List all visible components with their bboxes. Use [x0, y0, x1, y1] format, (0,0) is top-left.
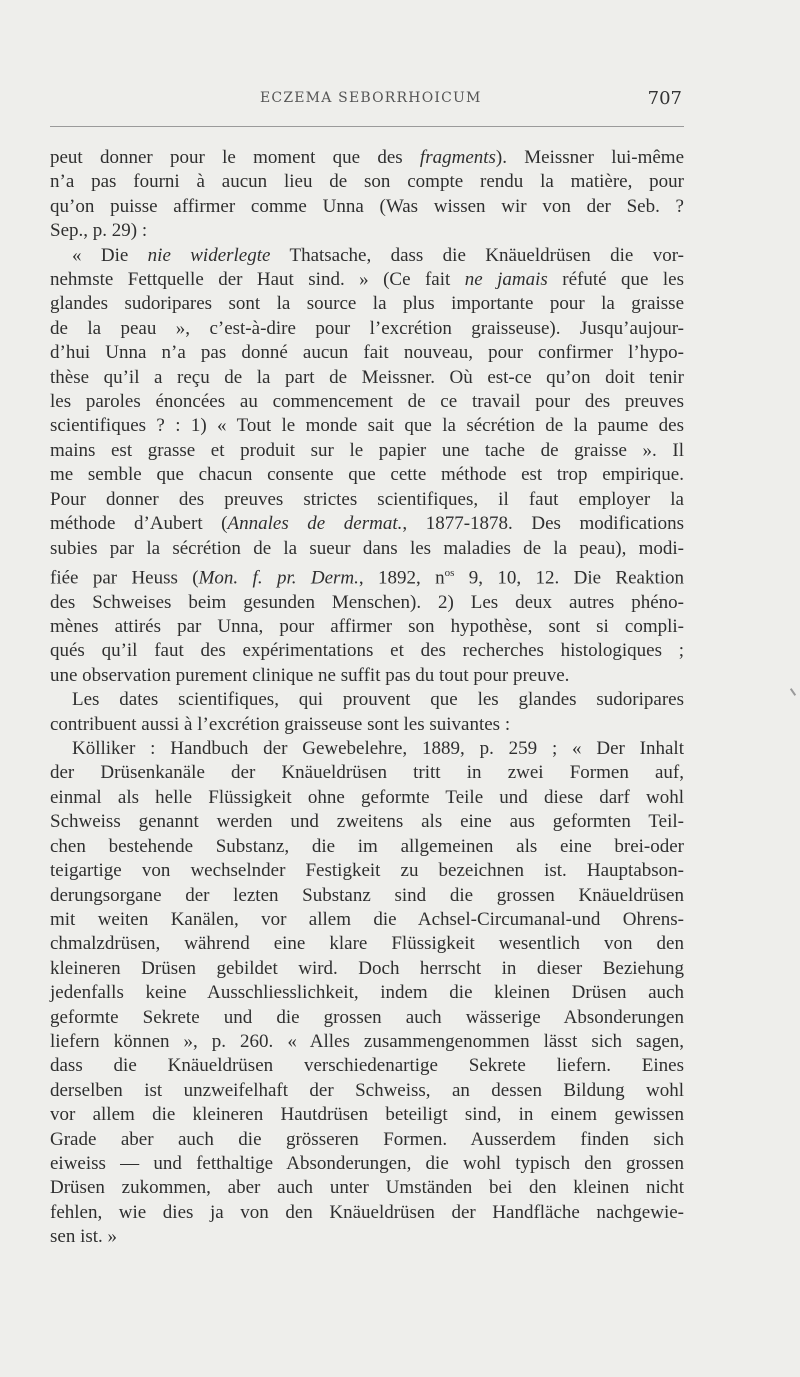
page-number: 707	[647, 88, 682, 109]
text-line: derselben ist unzweifelhaft der Schweiss, an dessen Bildung wohl	[50, 1079, 684, 1101]
paper-speck	[790, 688, 796, 696]
text-line: eiweiss — und fetthaltige Absonderungen, die wohl typisch den grossen	[50, 1152, 684, 1174]
text-run: réfuté que les	[547, 269, 684, 291]
text-line: vor allem die kleineren Hautdrüsen beteiligt sind, in einem gewissen	[50, 1104, 684, 1126]
text-line: teigartige von wechselnder Festigkeit zu bezeichnen ist. Hauptabson-	[50, 860, 684, 882]
text-line: der Drüsenkanäle der Knäueldrüsen tritt in zwei Formen auf,	[50, 762, 684, 784]
text-line: les paroles énoncées au commencement de ce travail pour des preuves	[50, 391, 684, 413]
text-line: liefern können », p. 260. « Alles zusammengenommen lässt sich sagen,	[50, 1030, 684, 1052]
text-line: contribuent aussi à l’excrétion graisseuse sont les suivantes :	[50, 713, 511, 735]
text-line: glandes sudoripares sont la source la plus importante pour la graisse	[50, 293, 684, 315]
text-line: me semble que chacun consente que cette méthode est trop empirique.	[50, 464, 684, 486]
text-line: qu’on puisse affirmer comme Unna (Was wissen wir von der Seb. ?	[50, 195, 684, 217]
text-line: derungsorgane der lezten Substanz sind die grossen Knäueldrüsen	[50, 884, 684, 906]
page-header	[50, 88, 682, 116]
text-line: chmalzdrüsen, während eine klare Flüssigkeit wesentlich von den	[50, 933, 684, 955]
text-run: ). Meissner lui-même	[495, 147, 684, 168]
text-line	[50, 561, 684, 591]
text-line: Grade aber auch die grösseren Formen. Ausserdem finden sich	[50, 1128, 684, 1150]
italic-text: Annales de dermat.	[227, 513, 403, 535]
text-run: 9, 10, 12. Die Reaktion	[454, 567, 684, 589]
text-run: , 1892, n	[358, 567, 445, 589]
text-line: n’a pas fourni à aucun lieu de son compte rendu la matière, pour	[50, 171, 684, 193]
text-line: Kölliker : Handbuch der Gewebelehre, 1889, p. 259 ; « Der Inhalt	[72, 738, 684, 760]
text-run: méthode d’Aubert (	[50, 513, 228, 535]
text-line: subies par la sécrétion de la sueur dans les maladies de la peau), modi-	[50, 537, 684, 559]
text-run: peut donner pour le moment que des	[50, 147, 420, 168]
text-line: fehlen, wie dies ja von den Knäueldrüsen der Handfläche nachgewie-	[50, 1201, 684, 1223]
text-line	[50, 244, 684, 268]
text-run: nehmste Fettquelle der Haut sind. » (Ce fait	[50, 269, 465, 291]
text-line: des Schweises beim gesunden Menschen). 2) Les deux autres phéno-	[50, 591, 684, 613]
running-head: ECZEMA SEBORRHOICUM	[260, 90, 482, 106]
text-line: einmal als helle Flüssigkeit ohne geformte Teile und diese darf wohl	[50, 786, 684, 808]
text-line: jedenfalls keine Ausschliesslichkeit, indem die kleinen Drüsen auch	[50, 982, 684, 1004]
italic-text: fragments	[419, 147, 496, 168]
text-line: d’hui Unna n’a pas donné aucun fait nouveau, pour confirmer l’hypo-	[50, 342, 684, 364]
text-line: dass die Knäueldrüsen verschiedenartige Sekrete liefern. Eines	[50, 1055, 684, 1077]
text-line: mènes attirés par Unna, pour affirmer son hypothèse, sont si compli-	[50, 616, 684, 638]
text-line	[50, 268, 684, 292]
text-line: Sep., p. 29) :	[50, 220, 148, 242]
text-line	[50, 512, 684, 536]
text-line: kleineren Drüsen gebildet wird. Doch herrscht in dieser Beziehung	[50, 957, 684, 979]
text-line: Pour donner des preuves strictes scientifiques, il faut employer la	[50, 488, 684, 510]
text-line: une observation purement clinique ne suffit pas du tout pour preuve.	[50, 664, 570, 686]
superscript-text: os	[444, 566, 455, 579]
text-run: fiée par Heuss (	[50, 567, 199, 589]
text-run: « Die	[72, 244, 148, 266]
italic-text: ne jamais	[464, 269, 548, 291]
header-rule	[50, 126, 684, 127]
text-line: thèse qu’il a reçu de la part de Meissner. Où est-ce qu’on doit tenir	[50, 366, 684, 388]
text-line: Schweiss genannt werden und zweitens als eine aus geformten Teil-	[50, 811, 684, 833]
text-line: Les dates scientifiques, qui prouvent que les glandes sudoripares	[72, 689, 684, 711]
text-line: sen ist. »	[50, 1226, 118, 1248]
text-line: qués qu’il faut des expérimentations et des recherches histologiques ;	[50, 640, 684, 662]
italic-text: nie widerlegte	[147, 244, 271, 266]
italic-text: Mon. f. pr. Derm.	[198, 567, 359, 589]
text-line: mit weiten Kanälen, vor allem die Achsel-Circumanal-und Ohrens-	[50, 908, 684, 930]
text-run: , 1877-1878. Des modifications	[402, 513, 684, 535]
text-line: Drüsen zukommen, aber auch unter Umständen bei den kleinen nicht	[50, 1177, 684, 1199]
text-line: geformte Sekrete und die grossen auch wässerige Absonderungen	[50, 1006, 684, 1028]
text-line: de la peau », c’est-à-dire pour l’excrétion graisseuse). Jusqu’aujour-	[50, 317, 684, 339]
text-run: Thatsache, dass die Knäueldrüsen die vor-	[270, 244, 684, 266]
text-line	[50, 146, 684, 170]
text-line: scientifiques ? : 1) « Tout le monde sait que la sécrétion de la paume des	[50, 415, 684, 437]
text-line: chen bestehende Substanz, die im allgemeinen als eine brei-oder	[50, 835, 684, 857]
body-text	[50, 146, 684, 1250]
text-line: mains est grasse et produit sur le papier une tache de graisse ». Il	[50, 439, 684, 461]
